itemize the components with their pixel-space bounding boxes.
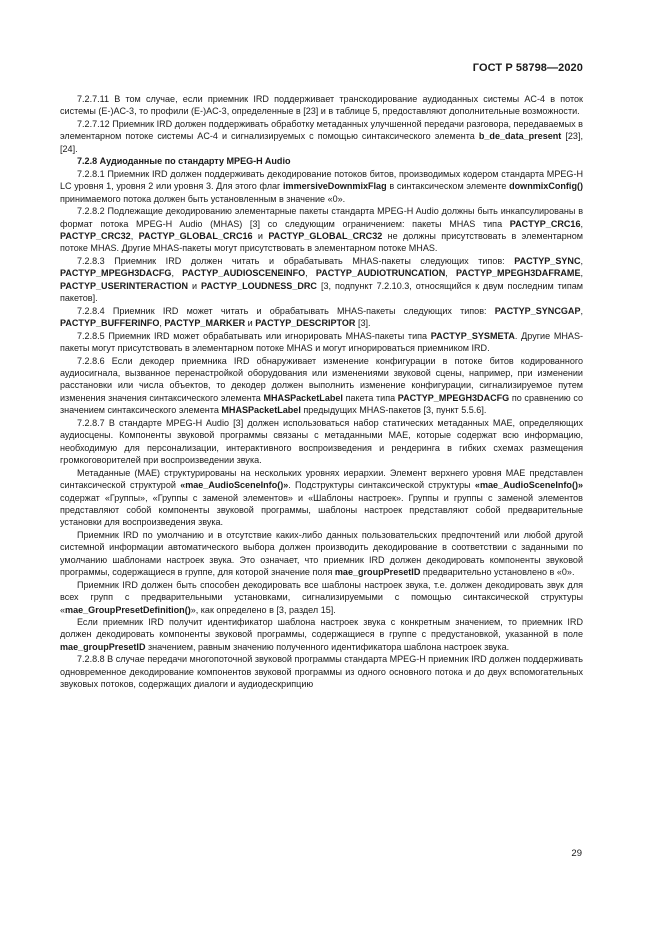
section-heading (60, 155, 583, 167)
bold-term: PACTYP_GLOBAL_CRC16 (138, 230, 253, 241)
bold-term: b_de_data_present (478, 131, 562, 142)
body-paragraph (60, 417, 583, 467)
text-run: принимаемого потока должен быть установленным в значение «0». (60, 193, 346, 204)
text-run: 7.2.7.11 В том случае, если приемник IRD поддерживает транскодирование аудиоданных системы AC-4 в поток системы (E-)AC-3, то профили (E-)AC-3, определенные в [23] и в таблице 5, предоставляют дополнительные возможности. (60, 94, 583, 117)
bold-term: MHASPacketLabel (263, 392, 343, 403)
text-run: Приемник IRD должен быть способен декодировать все шаблоны настроек звука, т.е. должен декодировать звук для всех групп с предварительными установками, сигнализируемыми с помощью синтаксической структуры « (60, 579, 583, 615)
text-run: 7.2.8.6 Если декодер приемника IRD обнаруживает изменение конфигурации в потоке битов кодированного аудиосигнала, вызванное перенастройкой оборудования или изменениями звуковой сцены, например, при изменении расстановки или числа объектов, то декодер должен выполнить изменение конфигурации, сигнализируемое путем изменения значения синтаксического элемента (60, 355, 583, 403)
text-run: , (580, 268, 583, 279)
text-run: , (130, 230, 139, 241)
text-run: предыдущих MHAS-пакетов [3, пункт 5.5.6]. (300, 405, 487, 416)
bold-term: PACTYP_DESCRIPTOR (255, 318, 356, 329)
text-run: , (171, 268, 183, 279)
text-run: значением, равным значению полученного идентификатора шаблона настроек звука. (145, 641, 510, 652)
text-run: пакета типа (342, 392, 398, 403)
text-run: [23], [24]. (60, 131, 583, 154)
text-run: , (159, 318, 165, 329)
text-run: Если приемник IRD получит идентификатор шаблона настроек звука с конкретным значением, то приемник IRD должен декодировать компоненты звуковой программы, содержащиеся в группе с предустановкой, указанной в поле (60, 617, 583, 640)
body-paragraph (60, 529, 583, 579)
text-run: . Подструктуры синтаксической структуры (288, 480, 475, 491)
body-paragraph (60, 467, 583, 529)
text-run: , (580, 305, 583, 316)
body-paragraph (60, 653, 583, 690)
text-run: Приемник IRD по умолчанию и в отсутствие каких-либо данных пользовательских предпочтений или любой другой системной информации автоматического выбора должен производить декодирование в соответствии с заданными по умолчанию шаблонами настроек звука. Это означает, что приемник IRD должен декодировать компоненты звуковой программы, содержащиеся в группе, для которой значение поля (60, 529, 583, 578)
text-run: и (245, 318, 256, 329)
text-run: , (580, 218, 583, 229)
document-body (60, 93, 583, 691)
bold-term: PACTYP_SYNCGAP (494, 305, 581, 316)
bold-term: PACTYP_AUDIOTRUNCATION (315, 268, 446, 279)
body-paragraph (60, 93, 583, 118)
bold-term: PACTYP_CRC16 (509, 218, 581, 229)
bold-term: «mae_AudioSceneInfo()» (180, 480, 289, 491)
bold-term: «mae_AudioSceneInfo()» (474, 480, 584, 491)
bold-term: PACTYP_GLOBAL_CRC32 (268, 230, 383, 241)
bold-term: PACTYP_MPEGH3DAFRAME (455, 268, 581, 279)
body-paragraph (60, 616, 583, 653)
text-run: 7.2.8.2 Подлежащие декодированию элементарные пакеты стандарта MPEG-H Audio должны быть инкапсулированы в формат потока MPEG-H Audio (MHAS) [3] со следующим ограничением: пакеты MHAS типа (60, 206, 583, 229)
text-run: , (580, 255, 583, 266)
text-run: [3, подпункт 7.2.10.3, относящийся к двум последним типам пакетов]. (60, 280, 583, 304)
body-paragraph (60, 118, 583, 155)
text-run: 7.2.8.4 Приемник IRD может читать и обрабатывать MHAS-пакеты следующих типов: (77, 305, 495, 316)
bold-term: PACTYP_SYNC (514, 255, 581, 266)
body-paragraph (60, 330, 583, 355)
body-paragraph (60, 355, 583, 417)
bold-term: PACTYP_BUFFERINFO (60, 318, 160, 329)
text-run: . Другие MHAS-пакеты могут присутствовать в элементарном потоке MHAS и могут игнорироваться приемником IRD. (60, 330, 584, 354)
bold-term: PACTYP_CRC32 (60, 230, 131, 241)
text-run: », как определено в [3, раздел 15]. (190, 604, 336, 615)
text-run: 7.2.8.8 В случае передачи многопоточной звуковой программы стандарта MPEG-H приемник IRD должен поддерживать одновременное декодирование компонентов звуковой программы из одного основного потока и до двух вспомогательных звуковых потоков, содержащих диалоги и аудиодескрипцию (60, 654, 583, 690)
text-run: , (305, 268, 316, 279)
bold-term: mae_groupPresetID (60, 641, 146, 652)
text-run: по сравнению со значением синтаксического элемента (60, 392, 583, 416)
text-run: не должны присутствовать в элементарном потоке MHAS. Другие MHAS-пакеты могут присутствовать в элементарном потоке MHAS. (60, 230, 583, 254)
bold-term: PACTYP_SYSMETA (430, 330, 515, 341)
text-run: предварительно установлено в «0». (420, 567, 575, 578)
body-paragraph (60, 579, 583, 616)
bold-term: MHASPacketLabel (221, 405, 301, 416)
text-run: 7.2.8.7 В стандарте MPEG-H Audio [3] должен использоваться набор статических метаданных MAE, определяющих аудиосцены. Компоненты звуковой программы связаны с метаданными MAE, которые содержат всю информацию, необходимую для персонализации, интерактивного воспроизведения и рендеринга в гибких схемах размещения громкоговорителей при воспроизведении звука. (60, 417, 583, 466)
text-run: 7.2.8 Аудиоданные по стандарту MPEG-H Audio (77, 156, 291, 167)
text-run: 7.2.8.5 Приемник IRD может обрабатывать или игнорировать MHAS-пакеты типа (77, 330, 431, 341)
bold-term: mae_GroupPresetDefinition() (65, 604, 191, 615)
bold-term: PACTYP_AUDIOSCENEINFO (182, 268, 306, 279)
bold-term: PACTYP_LOUDNESS_DRC (201, 280, 317, 291)
text-run: Метаданные (MAE) структурированы на нескольких уровнях иерархии. Элемент верхнего уровня MAE представлен синтаксической структурой (60, 467, 583, 491)
bold-term: downmixConfig() (509, 181, 583, 192)
text-run: в синтаксическом элементе (386, 181, 510, 192)
text-run: и (252, 230, 269, 241)
text-run: , (445, 268, 456, 279)
bold-term: immersiveDownmixFlag (283, 181, 387, 192)
text-run: 7.2.8.1 Приемник IRD должен поддерживать декодирование потоков битов, производимых кодером стандарта MPEG-H LC уровня 1, уровня 2 или уровня 3. Для этого флаг (60, 168, 583, 192)
standard-header: ГОСТ Р 58798—2020 (472, 62, 583, 74)
body-paragraph (60, 255, 583, 305)
body-paragraph (60, 205, 583, 255)
body-paragraph (60, 168, 583, 205)
text-run: содержат «Группы», «Группы с заменой элементов» и «Шаблоны настроек». Группы и группы с заменой элементов представляют собой компоненты звуковой программы, шаблоны настроек представляют собой предварительные установки для воспроизведения звука. (60, 492, 583, 528)
bold-term: PACTYP_MARKER (164, 318, 246, 329)
page-number: 29 (571, 848, 582, 859)
text-run: и (188, 280, 202, 291)
bold-term: PACTYP_MPEGH3DACFG (60, 268, 172, 279)
bold-term: PACTYP_MPEGH3DACFG (397, 392, 510, 403)
bold-term: PACTYP_USERINTERACTION (60, 280, 189, 291)
text-run: 7.2.8.3 Приемник IRD должен читать и обрабатывать MHAS-пакеты следующих типов: (77, 255, 515, 266)
text-run: 7.2.7.12 Приемник IRD должен поддерживать обработку метаданных улучшенной передачи разговора, передаваемых в элементарном потоке системы AC-4 и сигнализируемых с помощью синтаксического элемента (60, 118, 583, 142)
text-run: [3]. (355, 318, 371, 329)
bold-term: mae_groupPresetID (334, 567, 421, 578)
body-paragraph (60, 305, 583, 330)
